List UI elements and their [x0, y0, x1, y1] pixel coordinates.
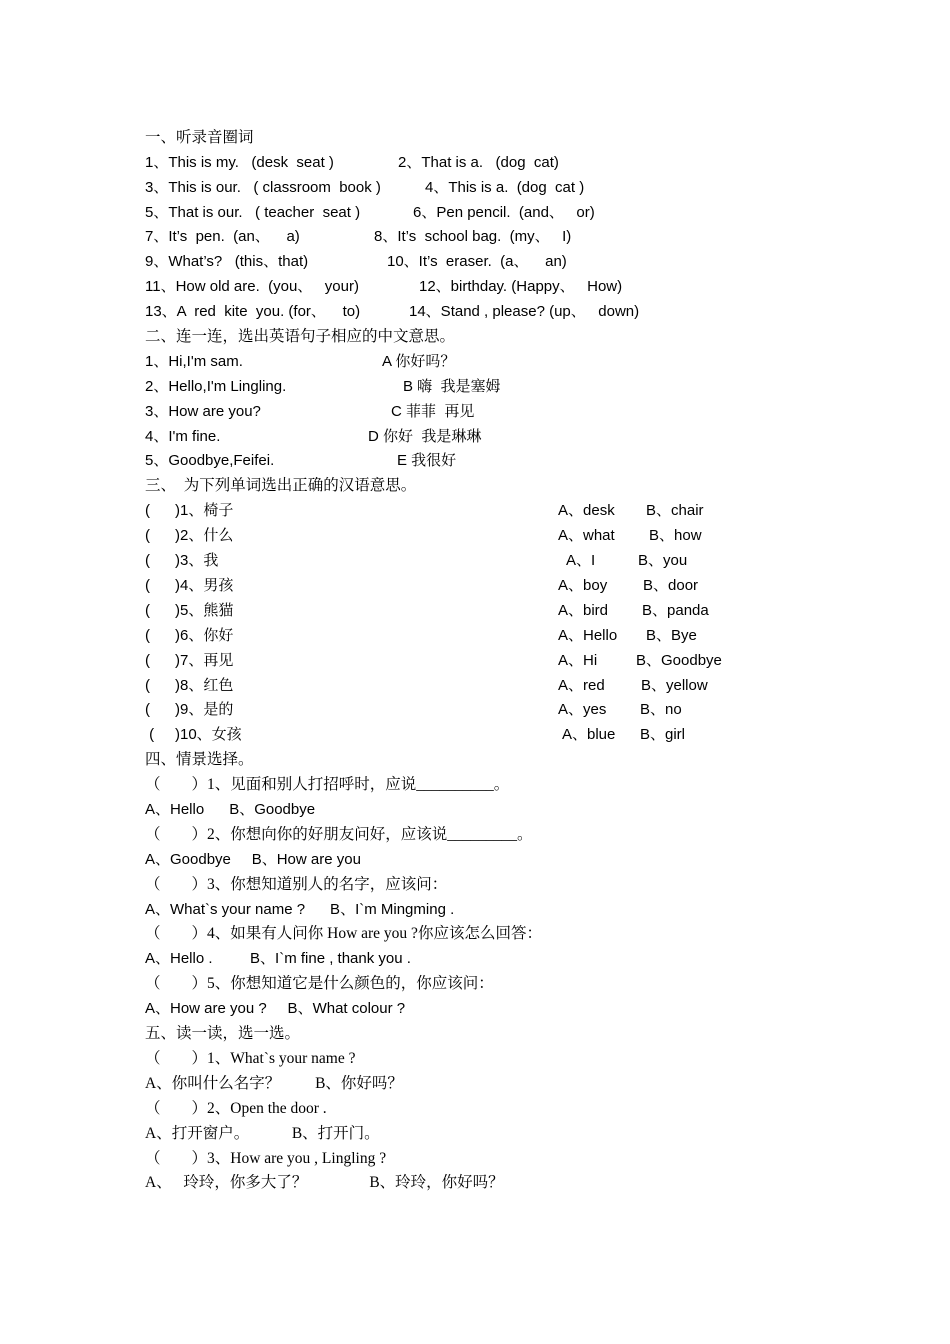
item-prompt: ( )4、男孩: [145, 577, 234, 594]
item-prompt: ( )3、我: [145, 552, 219, 569]
question-14: 14、Stand , please? (up、 down): [409, 303, 640, 320]
chinese-meaning: C 菲菲 再见: [391, 403, 475, 420]
option-a: A、yes: [558, 701, 607, 718]
section-2-row: [145, 350, 456, 374]
section-2-row: [145, 400, 475, 424]
section-3-row: [145, 723, 686, 747]
chinese-meaning: B 嗨 我是塞姆: [403, 378, 501, 395]
section-1-row: [145, 201, 595, 225]
section-1-row: [145, 225, 572, 249]
question-5: 5、That is our. ( teacher seat ): [145, 204, 361, 221]
option-a: A、Hi: [558, 652, 598, 669]
option-a: A、blue: [562, 726, 616, 743]
option-b: B、Bye: [646, 627, 697, 644]
english-sentence: 2、Hello,I'm Lingling.: [145, 378, 287, 395]
section-3-row: [145, 524, 702, 548]
item-prompt: ( )9、是的: [145, 701, 234, 718]
item-prompt: ( )1、椅子: [145, 502, 234, 519]
question-4: 4、This is a. (dog cat ): [425, 179, 585, 196]
item-prompt: ( )6、你好: [145, 627, 234, 644]
option-b: B、you: [638, 552, 688, 569]
question-6: 6、Pen pencil. (and、 or): [413, 204, 595, 221]
option-b: B、no: [640, 701, 682, 718]
question-13: 13、A red kite you. (for、 to): [145, 303, 361, 320]
section-1-row: [145, 300, 640, 324]
section-1-row: [145, 275, 623, 299]
option-b: B、door: [643, 577, 699, 594]
section-2-row: [145, 375, 501, 399]
chinese-meaning: E 我很好: [397, 452, 457, 469]
section-1-row: [145, 151, 559, 175]
chinese-meaning: A 你好吗？: [382, 353, 456, 370]
item-prompt: ( )2、什么: [145, 527, 234, 544]
option-a: A、I: [566, 552, 596, 569]
english-sentence: 3、How are you?: [145, 403, 261, 420]
worksheet-page: 一、听录音圈词 1、This is my. (desk seat ) 2、That is a. (dog cat) 3、This is our. ( classroom book ) 4、This is a. (dog cat ) 5、That is our. ( teacher seat ) 6、Pen pencil. (and、 or) 7、It’s pen. (an、 a) 8、It’s school bag. (my、 I) 9、What’s? (this、that) 10、It’s eraser. (a、 an) 11、How old are. (you、 your) 12、birthday. (Happy、 How) 13、A red kite you. (for、 to) 14、Stand , please? (up、 down) 二、连一连，选出英语句子相应的中文意思。 1、Hi,I'm sam. A 你好吗？ 2、Hello,I'm Lingling. B 嗨 我是塞姆 3、How are you? C 菲菲 再见 4、I'm fine. D 你好 我是琳琳 5、Goodbye,Feifei. E 我很好 三、 为下列单词选出正确的汉语意思。 ( )1、椅子 A、desk B、chair ( )2、什么 A、what B、how ( )3、我 A、I B、you ( )4、男孩 A、boy B、door ( )5、熊猫 A、bird B、panda ( )6、你好 A、Hello B、Bye ( )7、再见 A、Hi B、Goodbye ( )8、红色 A、red B、yellow ( )9、是的 A、yes B、no ( )10、女孩 A、blue B、girl 四、情景选择。 （ ）1、见面和别人打招呼时，应说__________。 A、Hello B、Goodbye （ ）2、你想向你的好朋友问好，应该说_________。 A、Goodbye B、How are you （ ）3、你想知道别人的名字，应该问： A、What`s your name ? B、I`m Mingming . （ ）4、如果有人问你 How are you ?你应该怎么回答： A、Hello . B、I`m fine , thank you . （ ）5、你想知道它是什么颜色的，你应该问： A、How are you ? B、What colour ? 五、读一读，选一选。 （ ）1、What`s your name ? A、你叫什么名字？ B、你好吗？ （ ）2、Open the door . A、打开窗户。 B、打开门。 （ ）3、How are you , Lingling ? A、 玲玲，你多大了？ B、玲玲，你好吗？: [145, 129, 722, 1191]
question-2: 2、That is a. (dog cat): [398, 154, 559, 171]
english-sentence: 4、I'm fine.: [145, 428, 221, 445]
question-10: 10、It’s eraser. (a、 an): [387, 253, 567, 270]
option-b: B、yellow: [641, 677, 708, 694]
section-2-row: [145, 449, 457, 473]
section-3-row: [145, 499, 704, 523]
section-3-row: [145, 649, 722, 673]
option-a: A、bird: [558, 602, 609, 619]
section-3-row: [145, 599, 709, 623]
section-3-row: [145, 698, 682, 722]
section-3-row: [145, 549, 688, 573]
option-b: B、how: [649, 527, 702, 544]
option-a: A、what: [558, 527, 615, 544]
section-3-row: [145, 574, 699, 598]
option-b: B、Goodbye: [636, 652, 722, 669]
chinese-meaning: D 你好 我是琳琳: [368, 428, 482, 445]
option-a: A、red: [558, 677, 605, 694]
option-b: B、chair: [646, 502, 704, 519]
option-a: A、Hello: [558, 627, 618, 644]
section-2-row: [145, 425, 482, 449]
item-prompt: ( )8、红色: [145, 677, 234, 694]
question-9: 9、What’s? (this、that): [145, 253, 309, 270]
question-1: 1、This is my. (desk seat ): [145, 154, 334, 171]
question-12: 12、birthday. (Happy、 How): [419, 278, 623, 295]
item-prompt: ( )10、女孩: [145, 726, 242, 743]
english-sentence: 5、Goodbye,Feifei.: [145, 452, 275, 469]
english-sentence: 1、Hi,I'm sam.: [145, 353, 243, 370]
section-3-row: [145, 624, 697, 648]
question-8: 8、It’s school bag. (my、 I): [374, 228, 572, 245]
question-3: 3、This is our. ( classroom book ): [145, 179, 381, 196]
option-b: B、panda: [642, 602, 709, 619]
item-prompt: ( )5、熊猫: [145, 602, 234, 619]
section-1-row: [145, 250, 567, 274]
item-prompt: ( )7、再见: [145, 652, 234, 669]
option-a: A、desk: [558, 502, 615, 519]
section-3-row: [145, 674, 708, 698]
question-11: 11、How old are. (you、 your): [145, 278, 359, 295]
question-7: 7、It’s pen. (an、 a): [145, 228, 300, 245]
section-1-row: [145, 176, 585, 200]
option-a: A、boy: [558, 577, 608, 594]
option-b: B、girl: [640, 726, 686, 743]
